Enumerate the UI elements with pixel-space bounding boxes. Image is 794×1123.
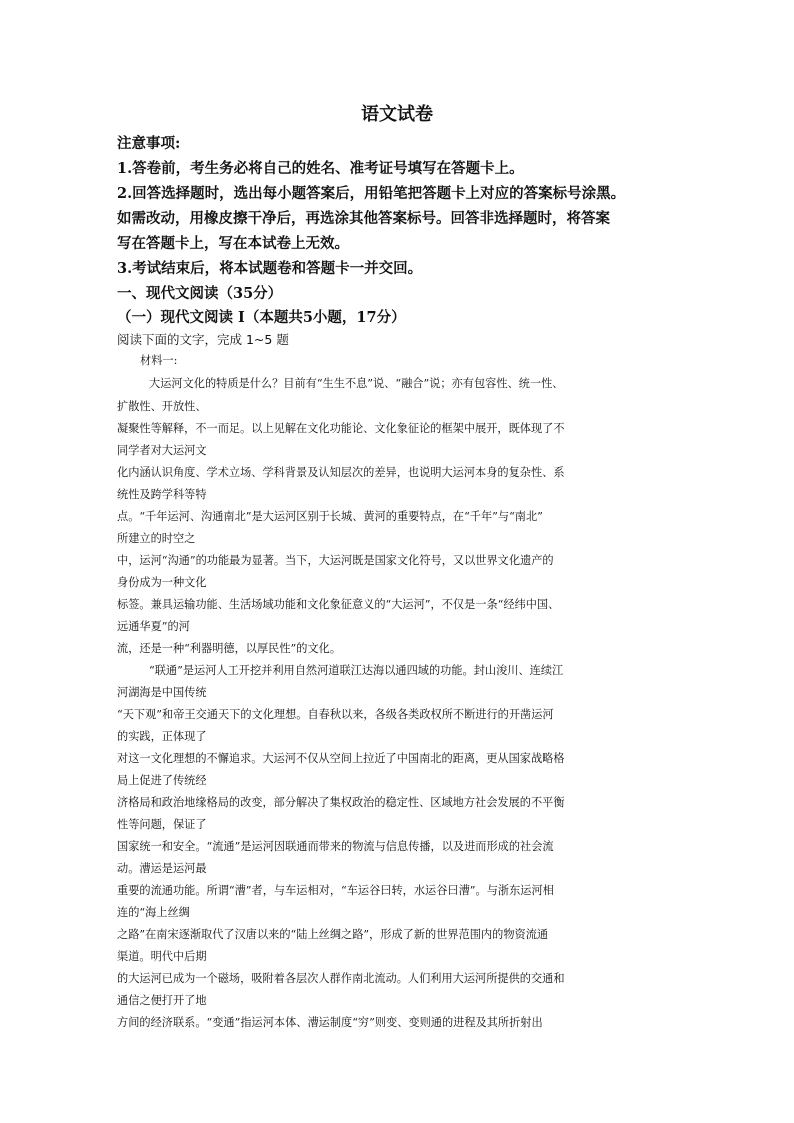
notice-item-1: 1.答卷前，考生务必将自己的姓名、准考证号填写在答题卡上。	[117, 160, 524, 177]
passage-line: 方间的经济联系。“变通”指运河本体、漕运制度“穷”则变、变则通的进程及其所折射出	[117, 1016, 543, 1029]
passage-line: 重要的流通功能。所谓“漕”者，与车运相对，“车运谷曰转，水运谷曰漕”。与浙东运河相	[117, 884, 554, 897]
passage-line: 连的“海上丝绸	[117, 906, 190, 919]
passage-line: 渠道。明代中后期	[117, 950, 207, 963]
passage-line: 的实践，正体现了	[117, 730, 207, 743]
passage-line: 局上促进了传统经	[117, 774, 207, 787]
passage-line: 通信之便打开了地	[117, 994, 207, 1007]
passage-line: “天下观”和帝王交通天下的文化理想。自春秋以来，各级各类政权所不断进行的开凿运河	[117, 708, 554, 721]
passage-line: 身份成为一种文化	[117, 576, 207, 589]
passage-line: 同学者对大运河文	[117, 444, 207, 457]
passage-line: 大运河文化的特质是什么？目前有“生生不息”说、“融合”说；亦有包容性、统一性、	[149, 377, 564, 390]
passage-line: 统性及跨学科等特	[117, 488, 207, 501]
passage-line: 流，还是一种“利器明德，以厚民性”的文化。	[117, 642, 342, 655]
notice-item-2-line-2: 如需改动，用橡皮擦干净后，再选涂其他答案标号。回答非选择题时，将答案	[117, 210, 610, 227]
passage-line: 性等问题，保证了	[117, 818, 207, 831]
subsection-heading: （一）现代文阅读 I（本题共5小题，17分）	[117, 309, 406, 326]
passage-line: 对这一文化理想的不懈追求。大运河不仅从空间上拉近了中国南北的距离，更从国家战略格	[117, 752, 565, 765]
material-label: 材料一:	[140, 354, 178, 367]
notice-item-3: 3.考试结束后，将本试题卷和答题卡一并交回。	[117, 260, 423, 277]
passage-line: 扩散性、开放性、	[117, 400, 207, 413]
notice-item-2-line-1: 2.回答选择题时，选出每小题答案后，用铅笔把答题卡上对应的答案标号涂黑。	[117, 185, 626, 202]
passage-line: 济格局和政治地缘格局的改变，部分解决了集权政治的稳定性、区域地方社会发展的不平衡	[117, 796, 565, 809]
passage-line: 标签。兼具运输功能、生活场域功能和文化象征意义的“大运河”，不仅是一条“经纬中国、	[117, 598, 560, 611]
reading-instruction: 阅读下面的文字，完成 1~5 题	[117, 332, 289, 347]
notice-item-2-line-3: 写在答题卡上，写在本试卷上无效。	[117, 235, 349, 252]
passage-line: 远通华夏”的河	[117, 620, 190, 633]
passage-line: 的大运河已成为一个磁场，吸附着各层次人群作南北流动。人们利用大运河所提供的交通和	[117, 972, 565, 985]
passage-line: 化内涵认识角度、学术立场、学科背景及认知层次的差异，也说明大运河本身的复杂性、系	[117, 466, 565, 479]
passage-line: 国家统一和安全。“流通”是运河因联通而带来的物流与信息传播，以及进而形成的社会流	[117, 840, 554, 853]
notice-heading: 注意事项:	[117, 135, 181, 152]
section-heading: 一、现代文阅读（35分）	[117, 285, 283, 302]
passage-line: 河湖海是中国传统	[117, 686, 207, 699]
passage-line: “联通”是运河人工开挖并利用自然河道联江达海以通四域的功能。封山浚川、连续江	[149, 664, 564, 677]
page-title: 语文试卷	[361, 104, 433, 125]
passage-line: 所建立的时空之	[117, 532, 196, 545]
passage-line: 中，运河“沟通”的功能最为显著。当下，大运河既是国家文化符号，又以世界文化遗产的	[117, 554, 554, 567]
passage-line: 点。“千年运河、沟通南北”是大运河区别于长城、黄河的重要特点，在“千年”与“南北”	[117, 510, 543, 523]
passage-line: 动。漕运是运河最	[117, 862, 207, 875]
passage-line: 凝聚性等解释，不一而足。以上见解在文化功能论、文化象征论的框架中展开，既体现了不	[117, 422, 565, 435]
passage-line: 之路”在南宋逐渐取代了汉唐以来的“陆上丝绸之路”，形成了新的世界范围内的物资流通	[117, 928, 549, 941]
